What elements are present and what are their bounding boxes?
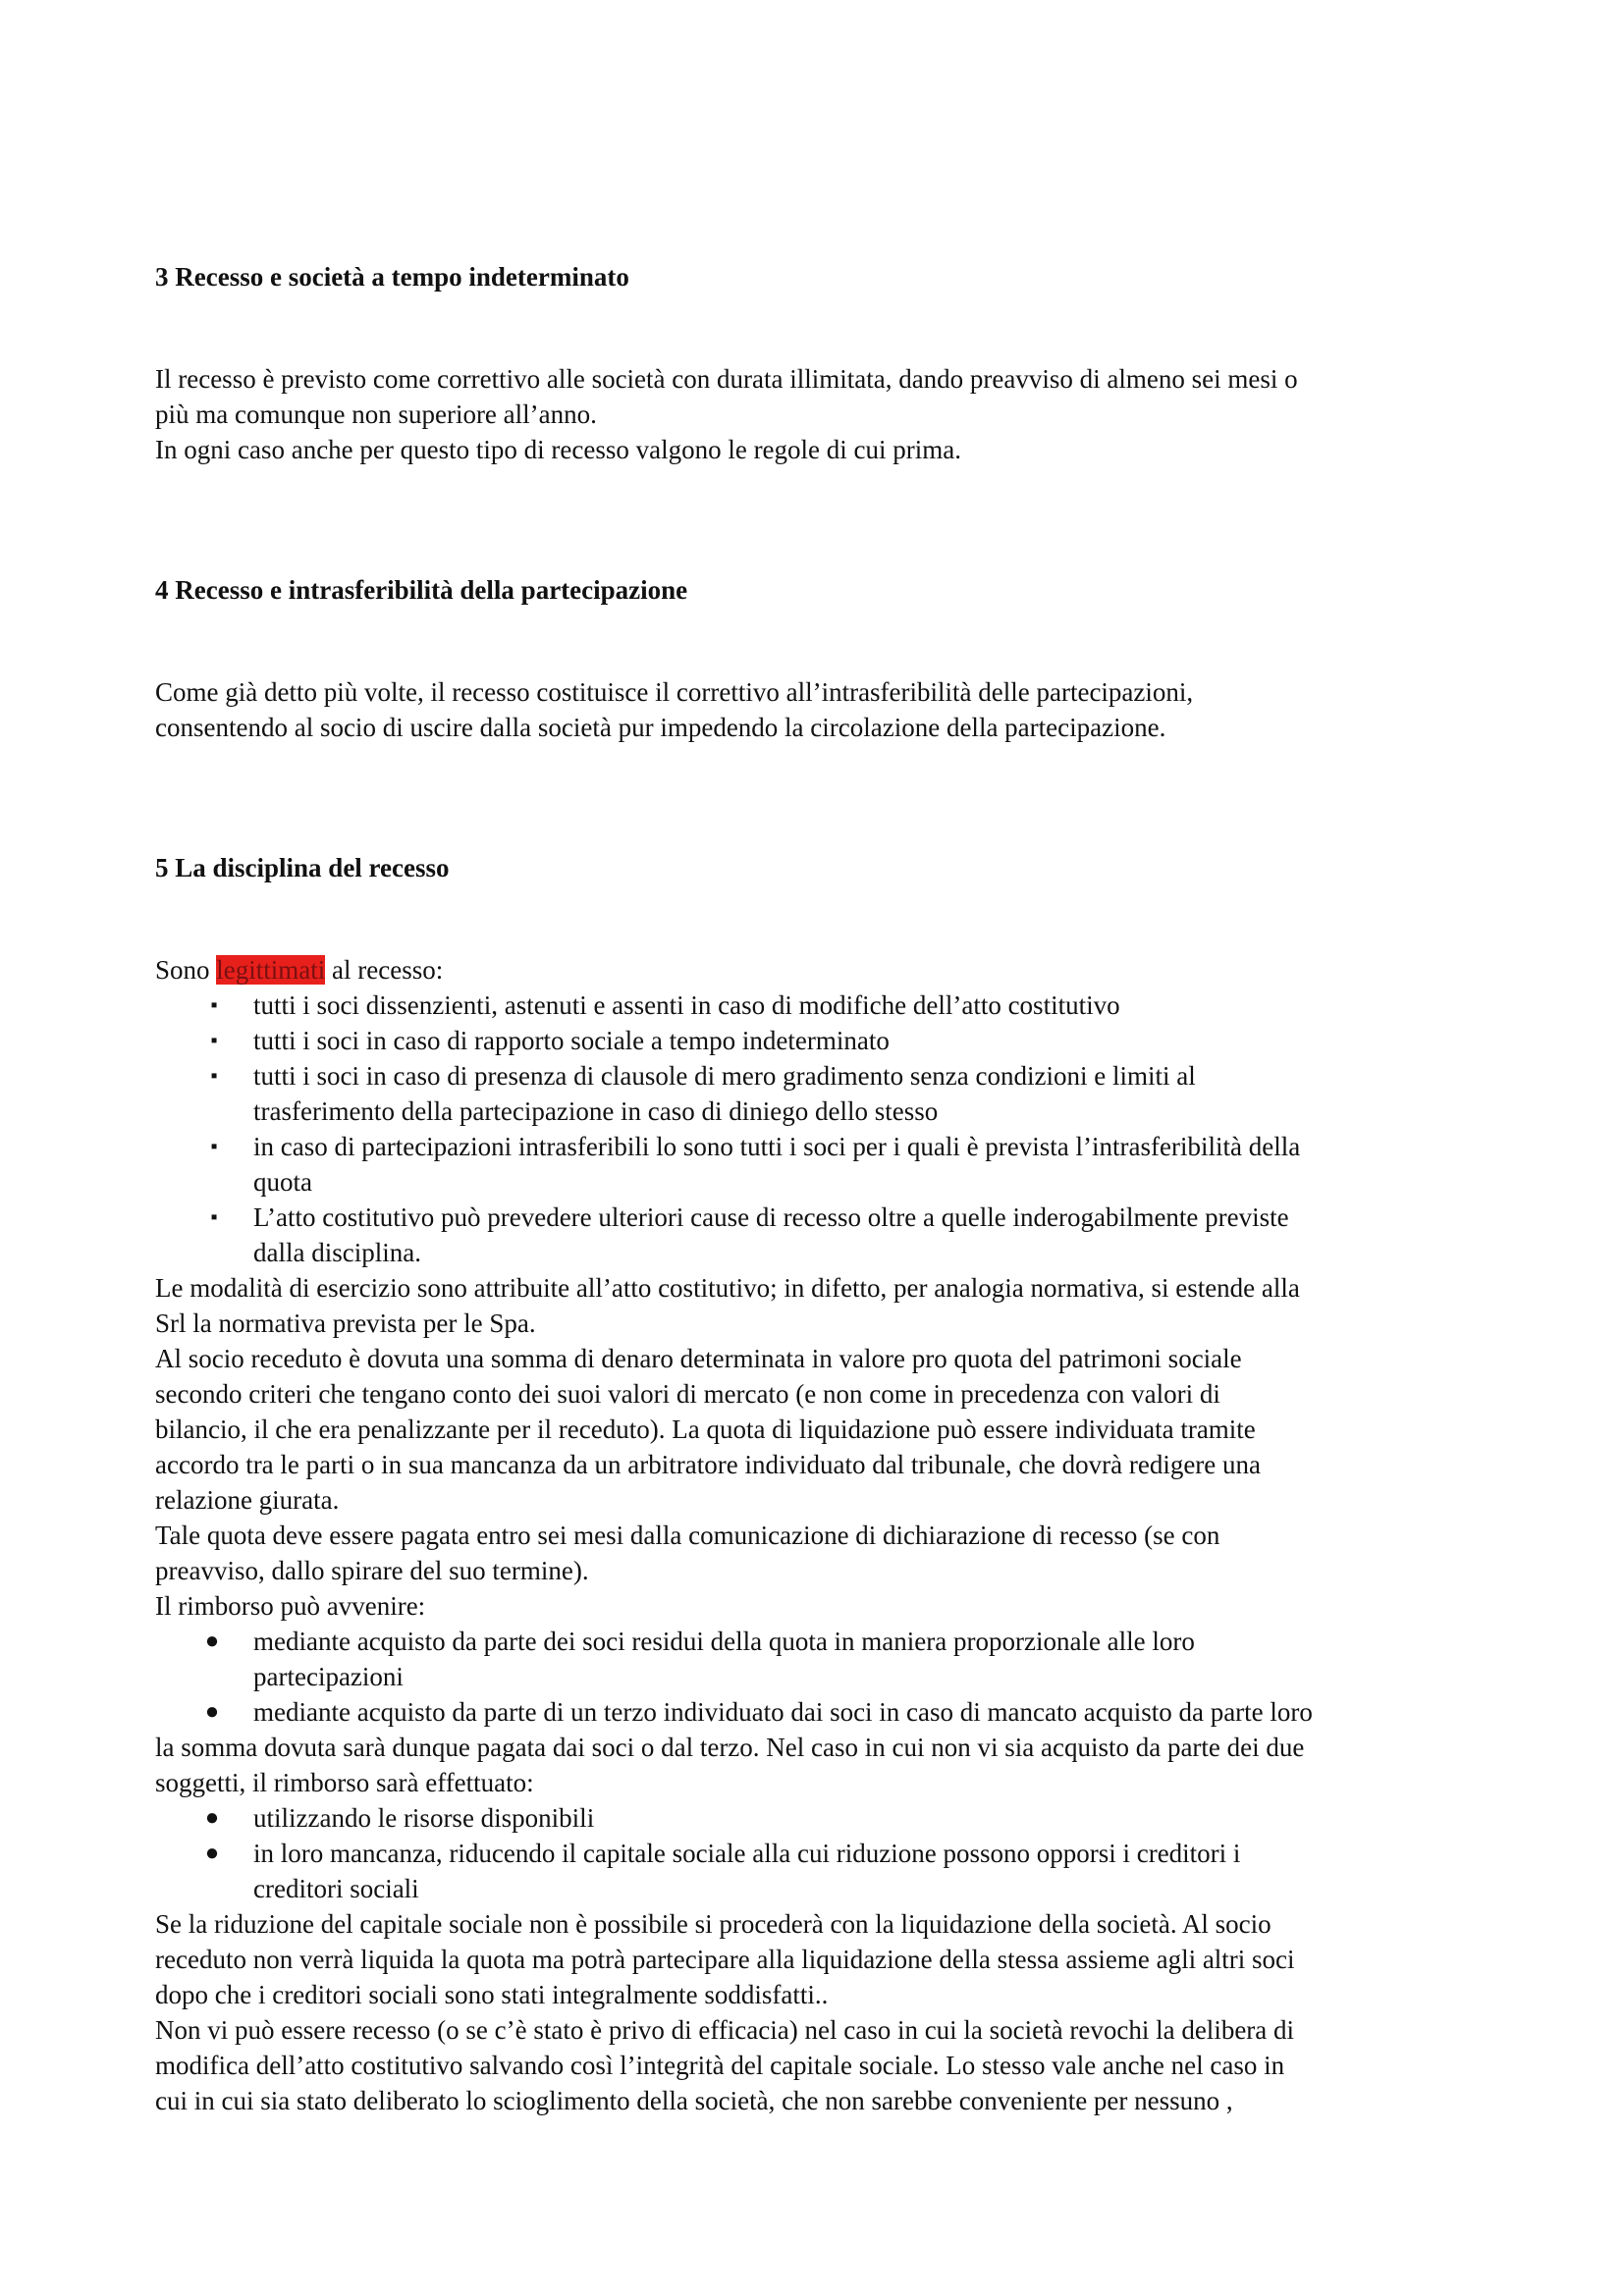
list-item-text: tutti i soci dissenzienti, astenuti e assenti in caso di modifiche dell’atto costitutivo bbox=[253, 990, 1120, 1020]
list-item bbox=[155, 1624, 1471, 1659]
section-5-body bbox=[155, 952, 1471, 2118]
paragraph-line: Come già detto più volte, il recesso costituisce il correttivo all’intrasferibilità delle partecipazioni, bbox=[155, 677, 1194, 707]
intro-text-after: al recesso: bbox=[325, 955, 444, 985]
paragraph-line: Il rimborso può avvenire: bbox=[155, 1591, 426, 1621]
list-item-continuation bbox=[155, 1659, 1471, 1694]
paragraph-line: relazione giurata. bbox=[155, 1485, 340, 1515]
paragraph-line: modifica dell’atto costitutivo salvando così l’integrità del capitale sociale. Lo stesso vale anche nel caso in bbox=[155, 2051, 1285, 2080]
bullet-dot-icon: ● bbox=[204, 1805, 220, 1831]
paragraph-line: Se la riduzione del capitale sociale non è possibile si procederà con la liquidazione della società. Al socio bbox=[155, 1909, 1271, 1939]
list-item-continuation bbox=[155, 1871, 1471, 1906]
section-heading-3: 3 Recesso e società a tempo indeterminato bbox=[155, 262, 629, 292]
paragraph-line: consentendo al socio di uscire dalla società pur impedendo la circolazione della partecipazione. bbox=[155, 713, 1166, 742]
paragraph-line: più ma comunque non superiore all’anno. bbox=[155, 400, 597, 429]
list-item-text: trasferimento della partecipazione in caso di diniego dello stesso bbox=[253, 1096, 939, 1126]
list-item-text: quota bbox=[253, 1167, 312, 1197]
paragraph-line: Il recesso è previsto come correttivo alle società con durata illimitata, dando preavviso di almeno sei mesi o bbox=[155, 364, 1298, 394]
list-item-text: in loro mancanza, riducendo il capitale sociale alla cui riduzione possono opporsi i creditori i bbox=[253, 1839, 1241, 1868]
list-item-text: partecipazioni bbox=[253, 1662, 404, 1691]
paragraph-line: Le modalità di esercizio sono attribuite all’atto costitutivo; in difetto, per analogia normativa, si estende alla bbox=[155, 1273, 1300, 1303]
highlighted-word: legittimati bbox=[216, 955, 326, 985]
section-4-body bbox=[155, 674, 1471, 745]
list-item-text: utilizzando le risorse disponibili bbox=[253, 1803, 595, 1833]
list-item bbox=[155, 988, 1471, 1023]
list-item-continuation bbox=[155, 1164, 1471, 1200]
list-item-text: in caso di partecipazioni intrasferibili lo sono tutti i soci per i quali è prevista l’intrasferibilità della bbox=[253, 1132, 1301, 1161]
paragraph-line: receduto non verrà liquida la quota ma potrà partecipare alla liquidazione della stessa assieme agli altri soci bbox=[155, 1945, 1295, 1974]
bullet-dot-icon: ● bbox=[204, 1699, 220, 1725]
list-item bbox=[155, 1200, 1471, 1235]
list-item-continuation bbox=[155, 1094, 1471, 1129]
paragraph-line: Srl la normativa prevista per le Spa. bbox=[155, 1308, 536, 1338]
paragraph-line: bilancio, il che era penalizzante per il receduto). La quota di liquidazione può essere individuata tramite bbox=[155, 1415, 1256, 1444]
intro-text-before: Sono bbox=[155, 955, 217, 985]
list-item-text: tutti i soci in caso di presenza di clausole di mero gradimento senza condizioni e limiti al bbox=[253, 1061, 1196, 1091]
paragraph-line: accordo tra le parti o in sua mancanza da un arbitratore individuato dal tribunale, che dovrà redigere una bbox=[155, 1450, 1262, 1479]
list-item bbox=[155, 1694, 1471, 1730]
list-item-text: dalla disciplina. bbox=[253, 1238, 421, 1267]
paragraph-line: la somma dovuta sarà dunque pagata dai soci o dal terzo. Nel caso in cui non vi sia acquisto da parte dei due bbox=[155, 1733, 1305, 1762]
paragraph-line: dopo che i creditori sociali sono stati integralmente soddisfatti.. bbox=[155, 1980, 829, 2009]
list-item bbox=[155, 1836, 1471, 1871]
list-item-text: tutti i soci in caso di rapporto sociale a tempo indeterminato bbox=[253, 1026, 890, 1055]
bullet-square-icon: ▪ bbox=[210, 994, 218, 1016]
list-item-text: mediante acquisto da parte di un terzo individuato dai soci in caso di mancato acquisto da parte loro bbox=[253, 1697, 1313, 1727]
bullet-dot-icon: ● bbox=[204, 1841, 220, 1866]
intro-line bbox=[155, 952, 1471, 988]
paragraph-line: Tale quota deve essere pagata entro sei mesi dalla comunicazione di dichiarazione di recesso (se con bbox=[155, 1521, 1220, 1550]
paragraph-line: cui in cui sia stato deliberato lo scioglimento della società, che non sarebbe conveniente per nessuno , bbox=[155, 2086, 1233, 2115]
list-item bbox=[155, 1023, 1471, 1058]
bullet-square-icon: ▪ bbox=[210, 1136, 218, 1157]
paragraph-line: Al socio receduto è dovuta una somma di denaro determinata in valore pro quota del patrimoni sociale bbox=[155, 1344, 1242, 1373]
list-item-text: L’atto costitutivo può prevedere ulteriori cause di recesso oltre a quelle inderogabilmente previste bbox=[253, 1202, 1289, 1232]
paragraph-line: In ogni caso anche per questo tipo di recesso valgono le regole di cui prima. bbox=[155, 435, 961, 464]
paragraph-line: secondo criteri che tengano conto dei suoi valori di mercato (e non come in precedenza con valori di bbox=[155, 1379, 1220, 1409]
list-item bbox=[155, 1800, 1471, 1836]
list-item bbox=[155, 1058, 1471, 1094]
section-heading-4: 4 Recesso e intrasferibilità della partecipazione bbox=[155, 575, 688, 605]
list-item-continuation bbox=[155, 1235, 1471, 1270]
paragraph-line: soggetti, il rimborso sarà effettuato: bbox=[155, 1768, 534, 1797]
paragraph-line: Non vi può essere recesso (o se c’è stato è privo di efficacia) nel caso in cui la società revochi la delibera di bbox=[155, 2015, 1295, 2045]
section-heading-5: 5 La disciplina del recesso bbox=[155, 853, 450, 882]
paragraph-line: preavviso, dallo spirare del suo termine). bbox=[155, 1556, 589, 1585]
list-item-text: mediante acquisto da parte dei soci residui della quota in maniera proporzionale alle loro bbox=[253, 1627, 1195, 1656]
bullet-square-icon: ▪ bbox=[210, 1030, 218, 1051]
section-3-body bbox=[155, 361, 1471, 467]
bullet-dot-icon: ● bbox=[204, 1629, 220, 1654]
list-item bbox=[155, 1129, 1471, 1164]
bullet-square-icon: ▪ bbox=[210, 1065, 218, 1087]
list-item-text: creditori sociali bbox=[253, 1874, 419, 1903]
bullet-square-icon: ▪ bbox=[210, 1206, 218, 1228]
